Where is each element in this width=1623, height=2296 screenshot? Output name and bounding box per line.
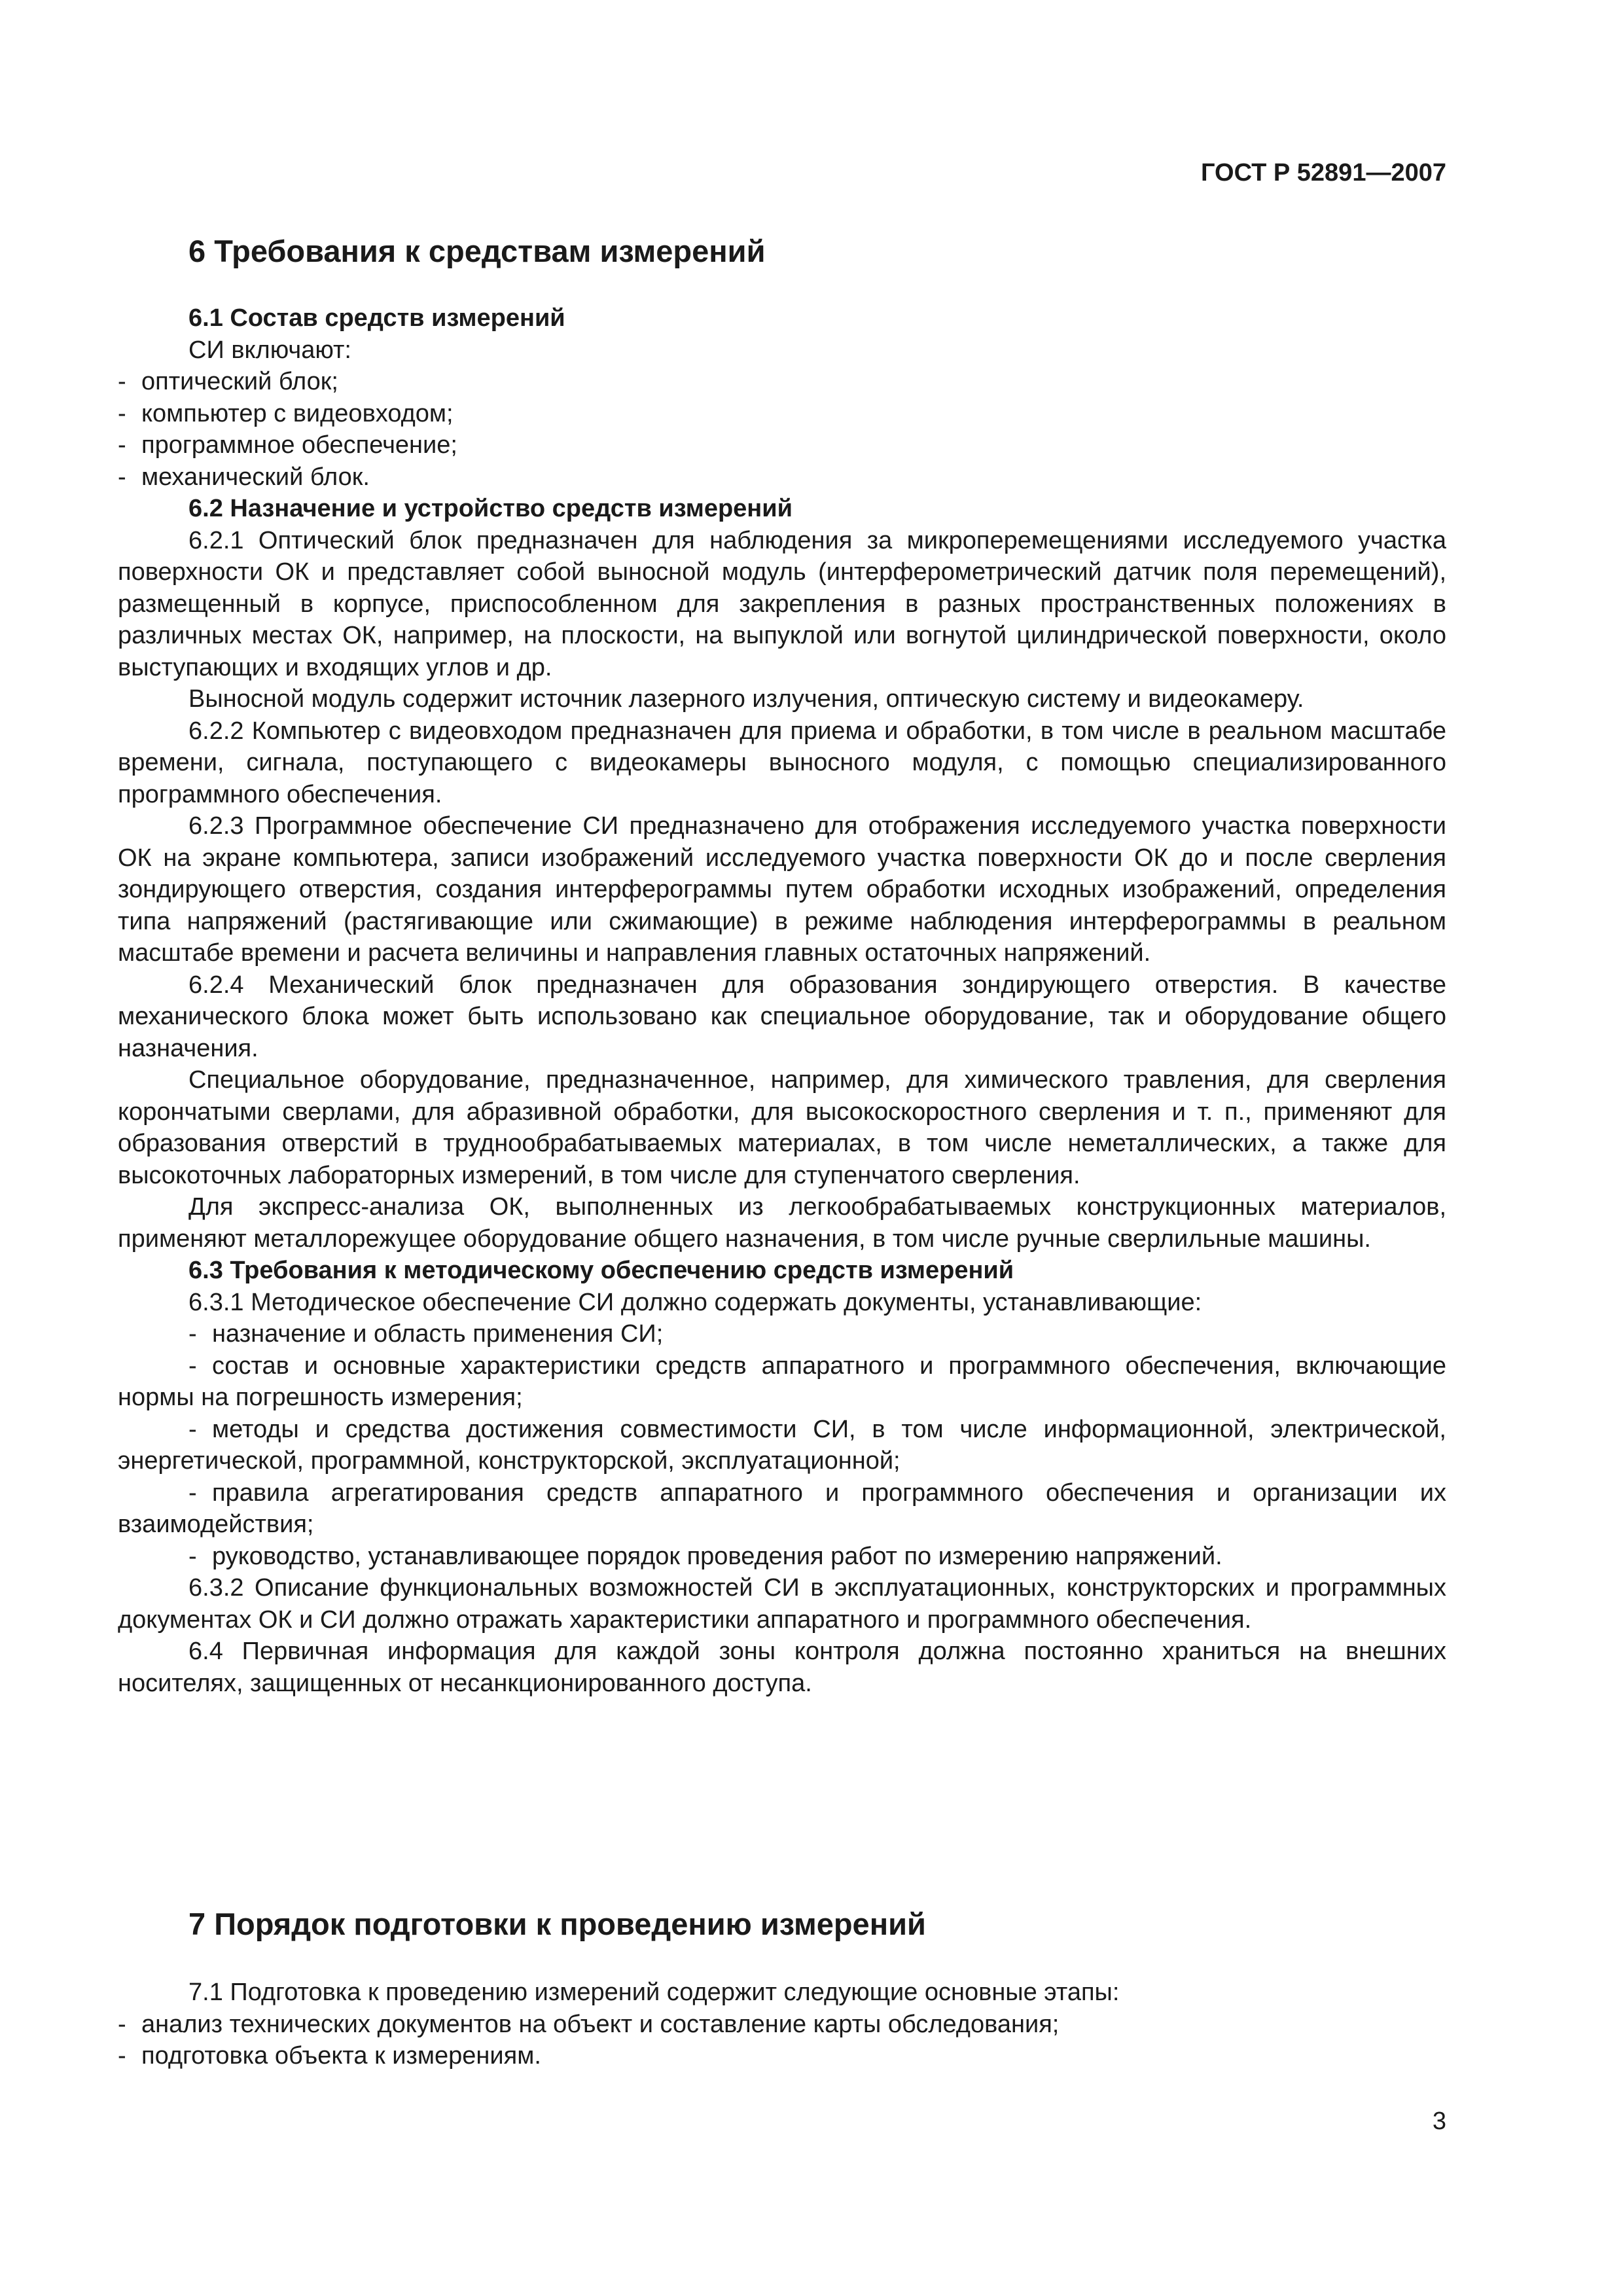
list-item: - оптический блок; [118,368,338,395]
paragraph-6-3-2: 6.3.2 Описание функциональных возможностей СИ в эксплуатационных, конструкторских и программных документах ОК и СИ должно отражать характеристики аппаратного и программного обеспечения. [118,1574,1446,1634]
list-item: - руководство, устанавливающее порядок проведения работ по измерению напряжений. [188,1542,1222,1570]
paragraph-6-2-1: 6.2.1 Оптический блок предназначен для наблюдения за микроперемещениями исследуемого участка поверхности ОК и представляет собой выносной модуль (интерферометрический датчик поля перемещений), размещенный в корпусе, приспособленном для закрепления в разных пространственных положениях в различных местах ОК, например, на плоскости, на выпуклой или вогнутой цилиндрической поверхности, около выступающих и входящих углов и др. [118,526,1446,681]
paragraph-6-2-4-express-analysis: Для экспресс-анализа ОК, выполненных из легкообрабатываемых конструкционных материалов, применяют металлорежущее оборудование общего назначения, в том числе ручные сверлильные машины. [118,1193,1446,1253]
list-item: - назначение и область применения СИ; [188,1320,664,1348]
list-item: - компьютер с видеовходом; [118,399,454,427]
subsection-6-3-heading: 6.3 Требования к методическому обеспечению средств измерений [188,1257,1014,1284]
list-item: - состав и основные характеристики средств аппаратного и программного обеспечения, включающие нормы на погрешность измерения; [118,1352,1446,1411]
document-header-id: ГОСТ Р 52891—2007 [1201,159,1446,187]
list-item: - анализ технических документов на объект и составление карты обследования; [118,2010,1060,2038]
paragraph-6-3-1: 6.3.1 Методическое обеспечение СИ должно содержать документы, устанавливающие: [188,1288,1202,1316]
paragraph-6-2-3: 6.2.3 Программное обеспечение СИ предназначено для отображения исследуемого участка поверхности ОК на экране компьютера, записи изображений исследуемого участка поверхности ОК до и после сверления зондирующего отверстия, создания интерферограммы путем обработки исходных изображений, определения типа напряжений (растягивающие или сжимающие) в режиме наблюдения интерферограммы в реальном масштабе времени и расчета величины и направления главных остаточных напряжений. [118,812,1446,967]
paragraph-6-4: 6.4 Первичная информация для каждой зоны контроля должна постоянно храниться на внешних носителях, защищенных от несанкционированного доступа. [118,1638,1446,1697]
subsection-6-1-heading: 6.1 Состав средств измерений [188,304,565,332]
list-item: - правила агрегатирования средств аппаратного и программного обеспечения и организации их взаимодействия; [118,1479,1446,1538]
list-item: - механический блок. [118,463,370,491]
subsection-6-1-intro: СИ включают: [188,336,351,364]
paragraph-6-2-2: 6.2.2 Компьютер с видеовходом предназначен для приема и обработки, в том числе в реальном масштабе времени, сигнала, поступающего с видеокамеры выносного модуля, с помощью специализированного программного обеспечения. [118,717,1446,808]
paragraph-6-2-4-special-equipment: Специальное оборудование, предназначенное, например, для химического травления, для сверления корончатыми сверлами, для абразивной обработки, для высокоскоростного сверления и т. п., применяют для образования отверстий в труднообрабатываемых материалах, в том числе неметаллических, а также для высокоточных лабораторных измерений, в том числе для ступенчатого сверления. [118,1066,1446,1189]
section-7-body [118,1977,1446,2072]
list-item: - подготовка объекта к измерениям. [118,2042,541,2070]
section-6-body [118,302,1446,1699]
paragraph-7-1: 7.1 Подготовка к проведению измерений содержит следующие основные этапы: [188,1979,1120,2006]
subsection-6-2-heading: 6.2 Назначение и устройство средств измерений [188,495,793,522]
list-item: - программное обеспечение; [118,431,457,459]
paragraph-6-2-1-remote-module: Выносной модуль содержит источник лазерного излучения, оптическую систему и видеокамеру. [188,685,1304,713]
list-item: - методы и средства достижения совместимости СИ, в том числе информационной, электрической, энергетической, программной, конструкторской, эксплуатационной; [118,1415,1446,1475]
paragraph-6-2-4: 6.2.4 Механический блок предназначен для образования зондирующего отверстия. В качестве механического блока может быть использовано как специальное оборудование, так и оборудование общего назначения. [118,971,1446,1062]
section-7-heading: 7 Порядок подготовки к проведению измерений [188,1907,926,1941]
page-number: 3 [1432,2108,1446,2135]
section-6-heading: 6 Требования к средствам измерений [188,234,766,268]
